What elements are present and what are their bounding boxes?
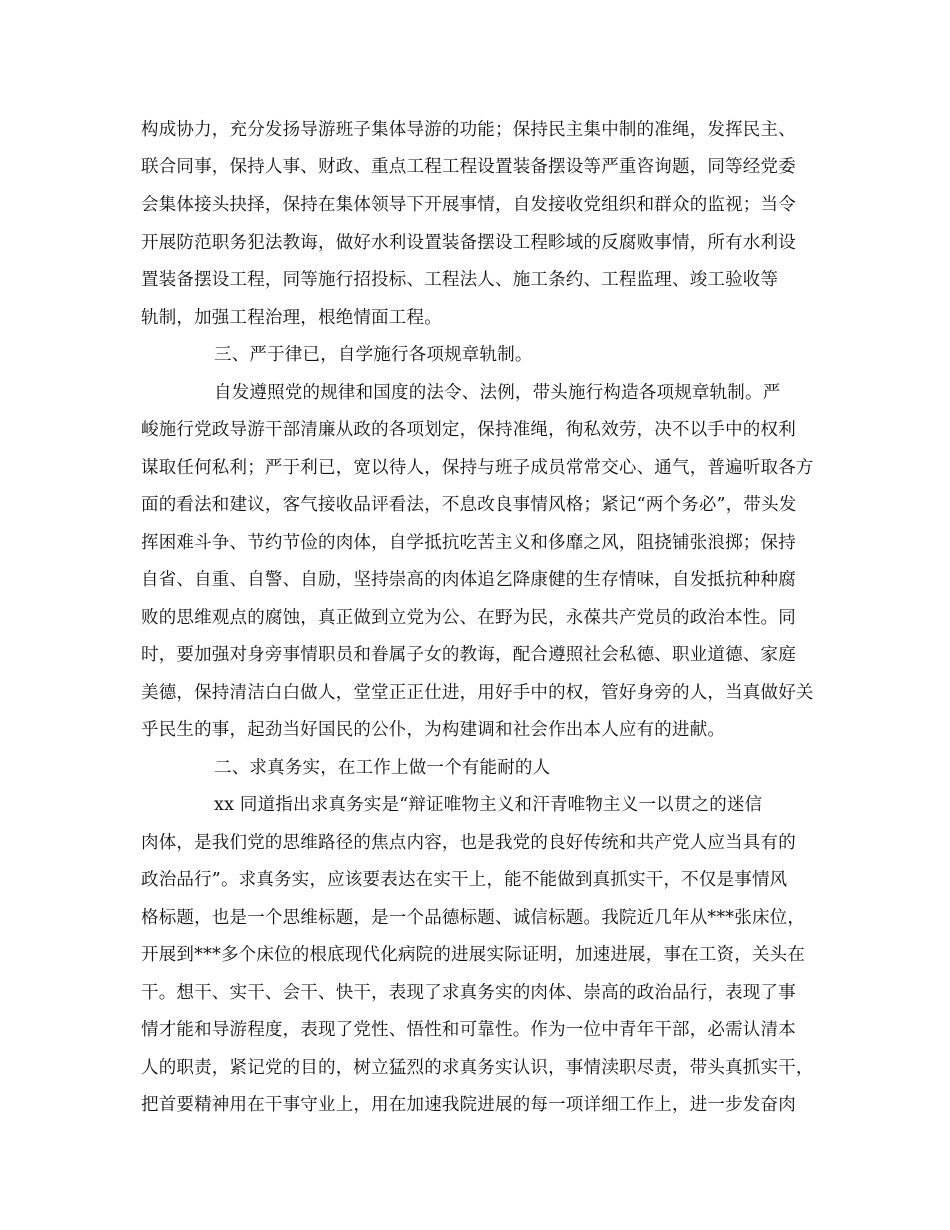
text-line: 开展防范职务犯法教诲，做好水利设置装备摆设工程畛域的反腐败事情，所有水利设 — [141, 233, 796, 253]
text-line: 构成协力，充分发扬导游班子集体导游的功能；保持民主集中制的准绳，发挥民主、 — [141, 120, 796, 140]
text-line: 政治品行”。求真务实，应该要表达在实干上，能不能做到真抓实干，不仅是事情风 — [141, 870, 788, 890]
text-line: xx 同道指出求真务实是“辩证唯物主义和汗青唯物主义一以贯之的迷信 — [214, 795, 763, 815]
text-line: 轨制，加强工程治理，根绝情面工程。 — [141, 308, 442, 328]
text-line: 挥困难斗争、节约节俭的肉体，自学抵抗吃苦主义和侈靡之风，阻挠铺张浪掷；保持 — [141, 533, 796, 553]
text-line: 峻施行党政导游干部清廉从政的各项划定，保持准绳，徇私效劳，决不以手中的权利 — [141, 420, 796, 440]
text-line: 面的看法和建议，客气接收品评看法，不息改良事情风格；紧记“两个务必”，带头发 — [141, 495, 797, 515]
text-line: 自发遵照党的规律和国度的法令、法例，带头施行构造各项规章轨制。严 — [214, 383, 781, 403]
section-heading: 二、求真务实，在工作上做一个有能耐的人 — [214, 758, 551, 778]
text-line: 自省、自重、自警、自励，坚持崇高的肉体追乞降康健的生存情味，自发抵抗种种腐 — [141, 570, 796, 590]
section-heading: 三、严于律已，自学施行各项规章轨制。 — [214, 345, 533, 365]
text-line: 败的思维观点的腐蚀，真正做到立党为公、在野为民，永葆共产党员的政治本性。同 — [141, 608, 796, 628]
text-line: 开展到***多个床位的根底现代化病院的进展实际证明，加速进展，事在工资，关头在 — [141, 945, 806, 965]
text-line: 时，要加强对身旁事情职员和眷属子女的教诲，配合遵照社会私德、职业道德、家庭 — [141, 645, 796, 665]
text-line: 乎民生的事，起劲当好国民的公仆，为构建调和社会作出本人应有的进献。 — [141, 720, 726, 740]
text-line: 置装备摆设工程，同等施行招投标、工程法人、施工条约、工程监理、竣工验收等 — [141, 270, 779, 290]
text-line: 肉体，是我们党的思维路径的焦点内容，也是我党的良好传统和共产党人应当具有的 — [141, 833, 796, 853]
text-line: 美德，保持清洁白白做人，堂堂正正仕进，用好手中的权，管好身旁的人，当真做好关 — [141, 683, 814, 703]
text-line: 干。想干、实干、会干、快干，表现了求真务实的肉体、崇高的政治品行，表现了事 — [141, 983, 796, 1003]
text-line: 联合同事，保持人事、财政、重点工程工程设置装备摆设等严重咨询题，同等经党委 — [141, 157, 796, 177]
text-line: 把首要精神用在干事守业上，用在加速我院进展的每一项详细工作上，进一步发奋肉 — [141, 1095, 796, 1115]
text-line: 情才能和导游程度，表现了党性、悟性和可靠性。作为一位中青年干部，必需认清本 — [141, 1020, 796, 1040]
text-line: 谋取任何私利；严于利已，宽以待人，保持与班子成员常常交心、通气，普遍听取各方 — [141, 458, 814, 478]
text-line: 格标题，也是一个思维标题，是一个品德标题、诚信标题。我院近几年从***张床位， — [141, 908, 806, 928]
text-line: 人的职责，紧记党的目的，树立猛烈的求真务实认识，事情渎职尽责，带头真抓实干， — [141, 1058, 814, 1078]
text-line: 会集体接头抉择，保持在集体领导下开展事情，自发接收党组织和群众的监视；当令 — [141, 195, 796, 215]
